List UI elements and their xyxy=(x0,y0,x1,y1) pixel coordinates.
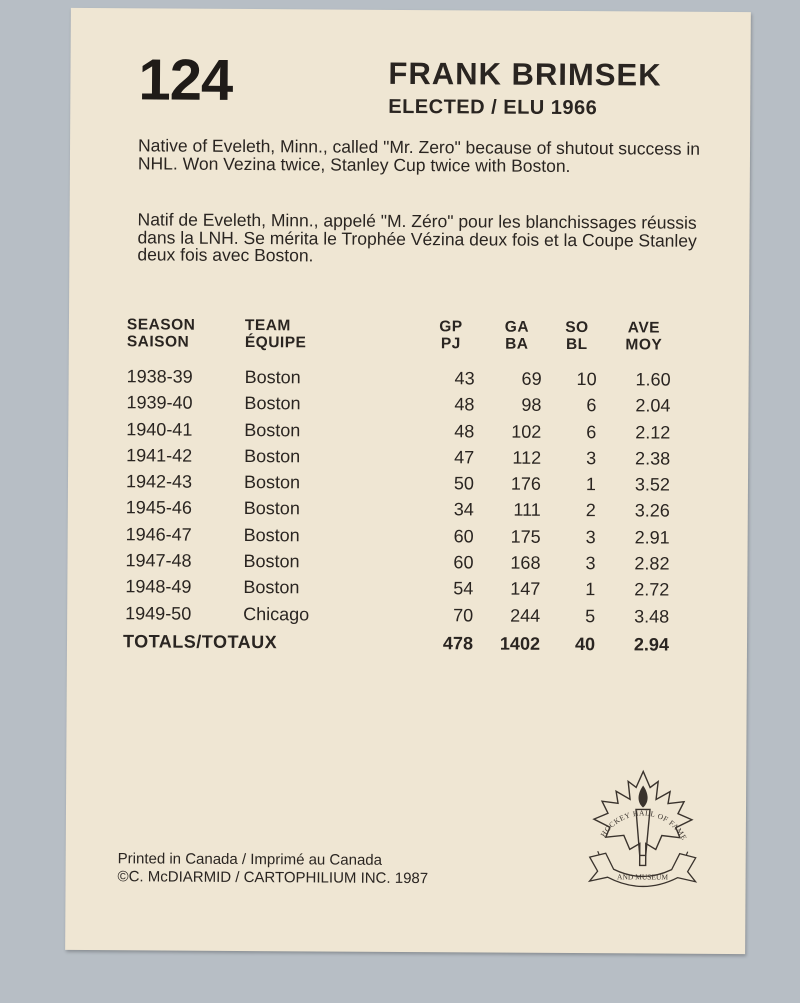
table-row: 1939-40 Boston 48 98 6 2.04 xyxy=(126,392,671,416)
totals-ga: 1402 xyxy=(499,633,541,654)
totals-ave: 2.94 xyxy=(633,634,670,655)
trading-card-back xyxy=(65,8,751,954)
table-row: 1949-50 Chicago 70 244 5 3.48 xyxy=(125,602,670,627)
table-row: 1947-48 Boston 60 168 3 2.82 xyxy=(125,550,670,574)
table-row: 1941-42 Boston 47 112 3 2.38 xyxy=(126,445,671,469)
header-team: TEAM ÉQUIPE xyxy=(244,317,307,352)
table-row: 1938-39 Boston 43 69 10 1.60 xyxy=(126,366,671,390)
header-so: SO BL xyxy=(565,318,589,354)
hockey-hall-of-fame-logo xyxy=(583,765,702,896)
printed-in-canada: Printed in Canada / Imprimé au Canada xyxy=(117,850,383,869)
table-row: 1946-47 Boston 60 175 3 2.91 xyxy=(125,524,670,548)
card-footer xyxy=(118,850,429,888)
copyright-line: ©C. McDIARMID / CARTOPHILIUM INC. 1987 xyxy=(117,868,429,888)
totals-label: TOTALS/TOTAUX xyxy=(122,631,278,653)
ribbon-icon xyxy=(590,853,696,887)
elected-year: ELECTED / ELU 1966 xyxy=(388,95,598,120)
bio-french: Natif de Eveleth, Minn., appelé "M. Zéro" pour les blanchissages réussis dans la LNH. Se mérita le Trophée Vézina deux fois et la Coupe Stanley deux fois avec Boston. xyxy=(137,209,697,266)
totals-gp: 478 xyxy=(442,633,474,654)
table-row: 1945-46 Boston 34 111 2 3.26 xyxy=(125,497,670,522)
stats-header-row xyxy=(127,316,687,369)
svg-text:AND MUSEUM: AND MUSEUM xyxy=(617,872,669,882)
header-ga: GA BA xyxy=(504,318,530,353)
totals-so: 40 xyxy=(574,633,596,655)
bio-english: Native of Eveleth, Minn., called "Mr. Zero" because of shutout success in NHL. Won Vezina twice, Stanley Cup twice with Boston. xyxy=(137,135,701,176)
card-number: 124 xyxy=(138,47,233,113)
career-stats-table xyxy=(122,316,687,662)
totals-row xyxy=(122,631,685,662)
table-row: 1940-41 Boston 48 102 6 2.12 xyxy=(126,418,671,443)
maple-leaf-icon xyxy=(594,771,693,866)
svg-text:HOCKEY HALL OF FAME: HOCKEY HALL OF FAME xyxy=(598,808,689,842)
flame-icon xyxy=(638,785,647,807)
table-row: 1942-43 Boston 50 176 1 3.52 xyxy=(125,471,671,495)
header-season: SEASON SAISON xyxy=(126,316,196,351)
table-row: 1948-49 Boston 54 147 1 2.72 xyxy=(125,576,670,600)
header-gp: GP PJ xyxy=(439,318,463,353)
player-name: FRANK BRIMSEK xyxy=(388,55,662,93)
header-ave: AVE MOY xyxy=(625,319,663,354)
